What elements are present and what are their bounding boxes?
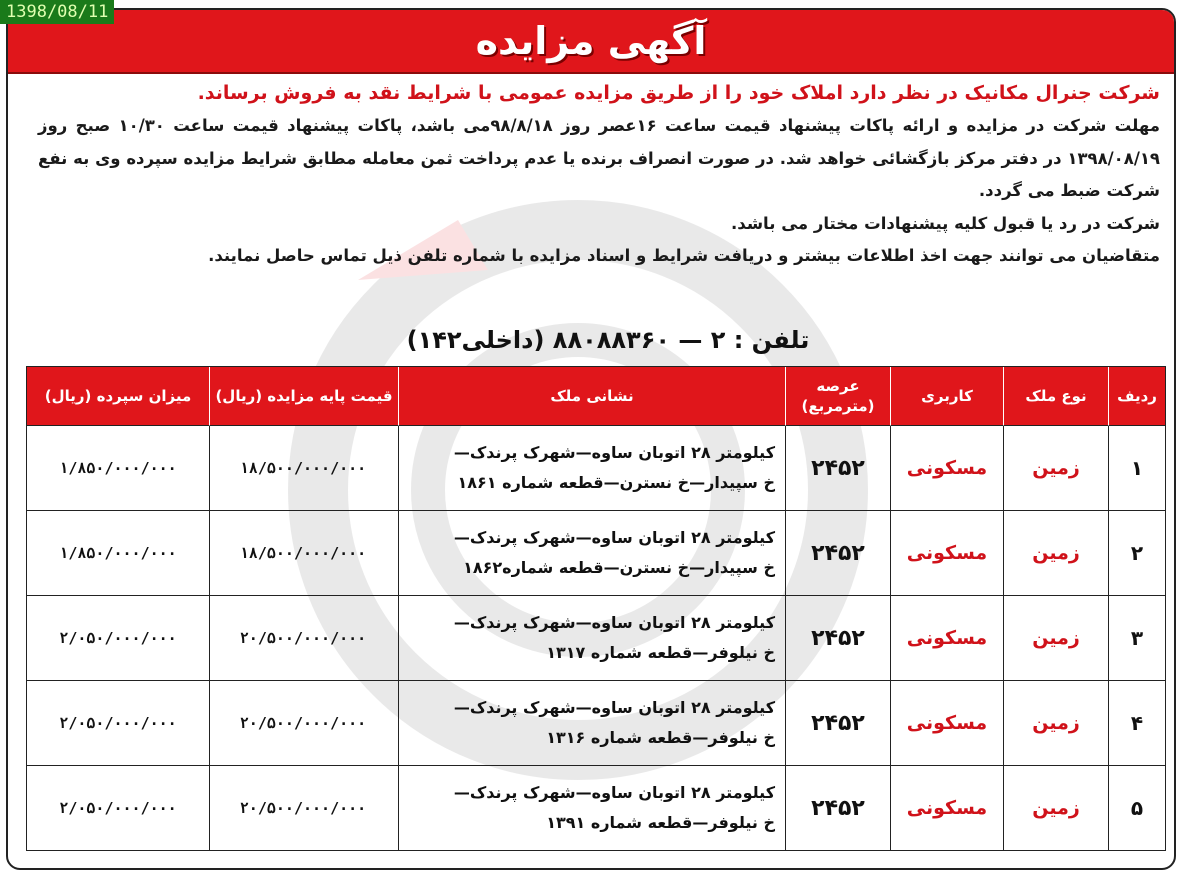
cell-row-number: ۲	[1108, 511, 1165, 596]
cell-row-number: ۴	[1108, 681, 1165, 766]
cell-usage: مسکونی	[890, 426, 1003, 511]
header-row-number: ردیف	[1108, 367, 1165, 426]
header-area: عرصه (مترمربع)	[785, 367, 890, 426]
cell-row-number: ۳	[1108, 596, 1165, 681]
cell-address	[398, 596, 785, 681]
cell-deposit: ۱/۸۵۰/۰۰۰/۰۰۰	[27, 511, 209, 596]
cell-base-price: ۱۸/۵۰۰/۰۰۰/۰۰۰	[209, 426, 398, 511]
table-row	[27, 511, 1165, 596]
phone-number: تلفن : ۲ — ۸۸۰۸۸۳۶۰ (داخلی۱۴۲)	[406, 326, 810, 354]
cell-usage: مسکونی	[890, 511, 1003, 596]
cell-area: ۲۴۵۲	[785, 511, 890, 596]
cell-address	[398, 511, 785, 596]
cell-property-type: زمین	[1003, 681, 1108, 766]
paragraph-rights: شرکت در رد یا قبول کلیه پیشنهادات مختار می باشد.	[731, 213, 1160, 233]
address-line-2: خ سپیدار—خ نسترن—قطعه شماره۱۸۶۲	[463, 558, 775, 577]
header-base-price: قیمت پایه مزایده (ریال)	[209, 367, 398, 426]
cell-usage: مسکونی	[890, 596, 1003, 681]
address-line-1: کیلومتر ۲۸ اتوبان ساوه—شهرک پرندک—	[453, 783, 775, 802]
cell-deposit: ۲/۰۵۰/۰۰۰/۰۰۰	[27, 681, 209, 766]
cell-area: ۲۴۵۲	[785, 426, 890, 511]
intro-text	[38, 76, 1160, 273]
table-row	[27, 681, 1165, 766]
cell-base-price: ۲۰/۵۰۰/۰۰۰/۰۰۰	[209, 766, 398, 850]
cell-row-number: ۵	[1108, 766, 1165, 850]
address-line-1: کیلومتر ۲۸ اتوبان ساوه—شهرک پرندک—	[453, 528, 775, 547]
table-header-row	[27, 367, 1165, 426]
cell-base-price: ۲۰/۵۰۰/۰۰۰/۰۰۰	[209, 681, 398, 766]
cell-address	[398, 766, 785, 850]
cell-row-number: ۱	[1108, 426, 1165, 511]
lead-paragraph: شرکت جنرال مکانیک در نظر دارد املاک خود را از طریق مزایده عمومی با شرایط نقد به فروش برساند.	[197, 82, 1160, 104]
table-row	[27, 766, 1165, 850]
cell-base-price: ۲۰/۵۰۰/۰۰۰/۰۰۰	[209, 596, 398, 681]
cell-property-type: زمین	[1003, 766, 1108, 850]
address-line-1: کیلومتر ۲۸ اتوبان ساوه—شهرک پرندک—	[453, 613, 775, 632]
title-banner	[8, 10, 1174, 74]
address-line-1: کیلومتر ۲۸ اتوبان ساوه—شهرک پرندک—	[453, 698, 775, 717]
address-line-1: کیلومتر ۲۸ اتوبان ساوه—شهرک پرندک—	[453, 443, 775, 462]
table-row	[27, 596, 1165, 681]
cell-property-type: زمین	[1003, 426, 1108, 511]
cell-area: ۲۴۵۲	[785, 596, 890, 681]
header-usage: کاربری	[890, 367, 1003, 426]
cell-deposit: ۲/۰۵۰/۰۰۰/۰۰۰	[27, 596, 209, 681]
advertisement-frame	[6, 8, 1176, 870]
cell-base-price: ۱۸/۵۰۰/۰۰۰/۰۰۰	[209, 511, 398, 596]
header-property-type: نوع ملک	[1003, 367, 1108, 426]
cell-deposit: ۲/۰۵۰/۰۰۰/۰۰۰	[59, 799, 177, 817]
header-deposit: میزان سپرده (ریال)	[27, 367, 209, 426]
address-line-2: خ نیلوفر—قطعه شماره ۱۳۱۶	[546, 728, 775, 747]
address-line-2: خ نیلوفر—قطعه شماره ۱۳۹۱	[546, 813, 775, 832]
header-address: نشانی ملک	[398, 367, 785, 426]
page-title: آگهی مزایده	[475, 19, 707, 63]
table-row	[27, 426, 1165, 511]
cell-property-type: زمین	[1003, 596, 1108, 681]
cell-usage: مسکونی	[890, 681, 1003, 766]
cell-address	[398, 426, 785, 511]
cell-area: ۲۴۵۲	[785, 681, 890, 766]
date-stamp: 1398/08/11	[0, 0, 114, 24]
auction-table	[26, 366, 1166, 851]
cell-address	[398, 681, 785, 766]
paragraph-contact: متقاضیان می توانند جهت اخذ اطلاعات بیشتر و دریافت شرایط و اسناد مزایده با شماره تلفن ذیل تماس حاصل نمایند.	[208, 246, 1160, 265]
cell-area: ۲۴۵۲	[785, 766, 890, 850]
address-line-2: خ سپیدار—خ نسترن—قطعه شماره ۱۸۶۱	[457, 473, 775, 492]
cell-usage: مسکونی	[890, 766, 1003, 850]
address-line-2: خ نیلوفر—قطعه شماره ۱۳۱۷	[546, 643, 775, 662]
cell-deposit: ۱/۸۵۰/۰۰۰/۰۰۰	[27, 426, 209, 511]
auction-table-wrapper	[26, 366, 1166, 851]
paragraph-deadline: مهلت شرکت در مزایده و ارائه پاکات پیشنهاد قیمت ساعت ۱۶عصر روز ۹۸/۸/۱۸می باشد، پاکات پیشنهاد قیمت ساعت ۱۰/۳۰ صبح روز ۱۳۹۸/۰۸/۱۹ در دفتر مرکز بازگشائی خواهد شد. در صورت انصراف برنده یا عدم پرداخت ثمن معامله مطابق شرایط مزایده سپرده وی به نفع شرکت ضبط می گردد.	[38, 116, 1160, 200]
cell-property-type: زمین	[1003, 511, 1108, 596]
